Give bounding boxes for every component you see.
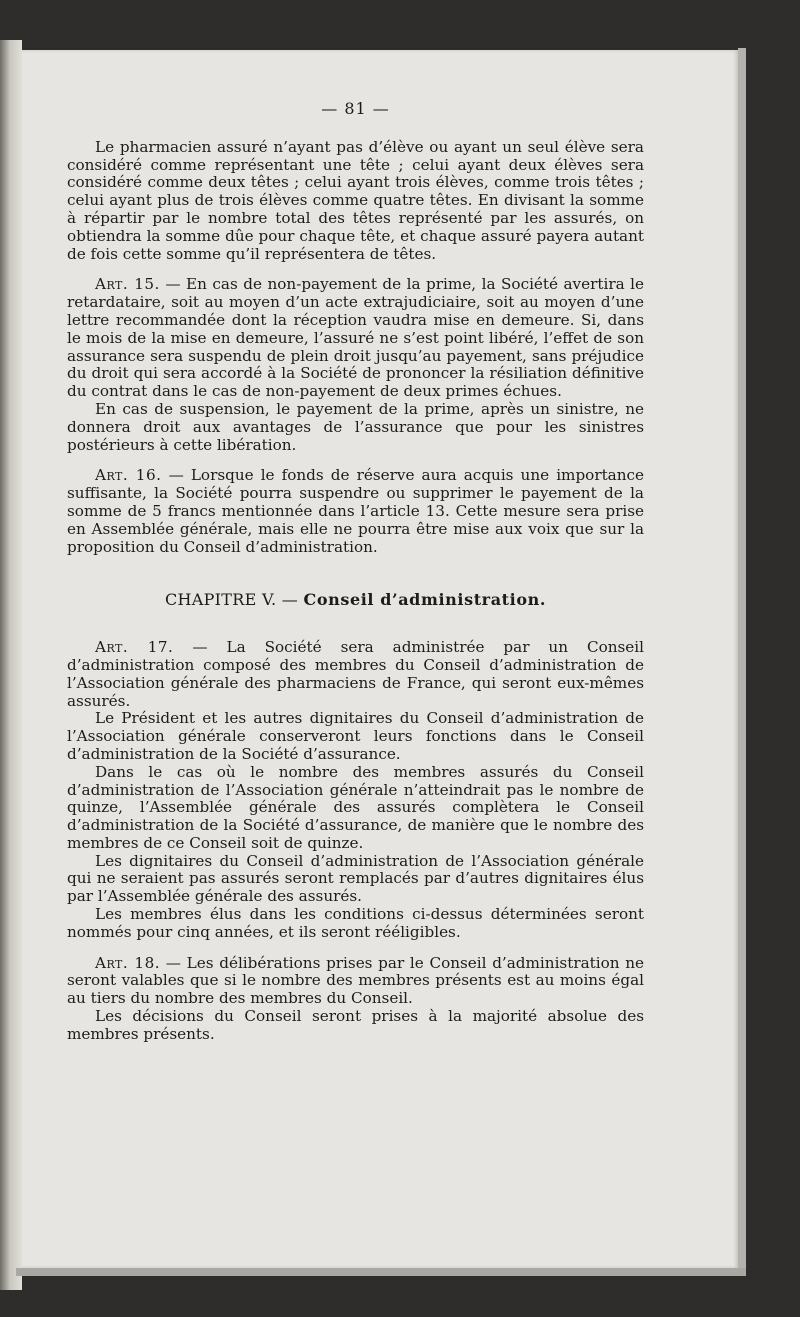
chapter-title: Conseil d’administration. [303,590,547,610]
chapter-number: CHAPITRE V. — [164,590,299,610]
article-18-label: Art. 18. [95,953,161,972]
paragraph-tetes: Le pharmacien assuré n’ayant pas d’élève ou ayant un seul élève sera considéré comme représentant une tête ; celui ayant deux élèves sera considéré comme deux têtes ; celui ayant trois élèves, comme trois têtes ; celui ayant plus de trois élèves comme quatre têtes. En divisant la somme à répartir par le nombre total des têtes représenté par les assurés, on obtiendra la somme dûe pour chaque tête, et chaque assuré payera autant de fois cette somme qu’il représentera de têtes. [67,137,644,263]
chapter-heading [67,591,644,609]
article-17-paragraph-5: Les membres élus dans les conditions ci-dessus déterminées seront nommés pour cinq années, et ils seront rééligibles. [67,905,644,941]
article-18 [67,955,644,1008]
article-15-text: — En cas de non-payement de la prime, la Société avertira le retardataire, soit au moyen d’un acte extrajudiciaire, soit au moyen d’une lettre recommandée dont la réception vaudra mise en demeure. Si, dans le mois de la mise en demeure, l’assuré ne s’est point libéré, l’effet de son assurance sera suspendu de plein droit jusqu’au payement, sans préjudice du droit qui sera accordé à la Société de prononcer la résiliation définitive du contrat dans le cas de non-payement de deux primes échues. [67,275,645,401]
article-17-label: Art. 17. [95,638,174,657]
article-16-text: — Lorsque le fonds de réserve aura acquis une importance suffisante, la Société pourra suspendre ou supprimer le payement de la somme de 5 francs mentionnée dans l’article 13. Cette mesure sera prise en Assemblée générale, mais elle ne pourra être mise aux voix que sur la proposition du Conseil d’administration. [67,466,645,556]
page-content [67,100,644,1044]
previous-page-edge [0,40,22,1290]
article-17 [67,639,644,710]
article-15-paragraph-2: En cas de suspension, le payement de la prime, après un sinistre, ne donnera droit aux avantages de l’assurance que pour les sinistres postérieurs à cette libération. [67,399,644,454]
article-16 [67,467,644,556]
article-16-label: Art. 16. [95,466,162,485]
article-15-label: Art. 15. [95,275,160,294]
page-number: — 81 — [321,99,390,118]
article-17-paragraph-4: Les dignitaires du Conseil d’administration de l’Association générale qui ne seraient pas assurés seront remplacés par d’autres dignitaires élus par l’Assemblée générale des assurés. [67,851,644,906]
article-18-text: — Les délibérations prises par le Conseil d’administration ne seront valables que si le nombre des membres présents est au moins égal au tiers du nombre des membres du Conseil. [67,953,644,1008]
article-17-text: — La Société sera administrée par un Conseil d’administration composé des membres du Conseil d’administration de l’Association générale des pharmaciens de France, qui seront eux-mêmes assurés. [67,638,645,710]
article-17-paragraph-3: Dans le cas où le nombre des membres assurés du Conseil d’administration de l’Association générale n’atteindrait pas le nombre de quinze, l’Assemblée générale des assurés complètera le Conseil d’administration de la Société d’assurance, de manière que le nombre des membres de ce Conseil soit de quinze. [67,762,644,852]
page-bottom-edge [16,1268,746,1276]
article-15 [67,276,644,401]
article-18-paragraph-2: Les décisions du Conseil seront prises à la majorité absolue des membres présents. [67,1007,644,1043]
page-right-edge [738,48,746,1272]
article-17-paragraph-2: Le Président et les autres dignitaires du Conseil d’administration de l’Association générale conserveront leurs fonctions dans le Conseil d’administration de la Société d’assurance. [67,709,644,763]
